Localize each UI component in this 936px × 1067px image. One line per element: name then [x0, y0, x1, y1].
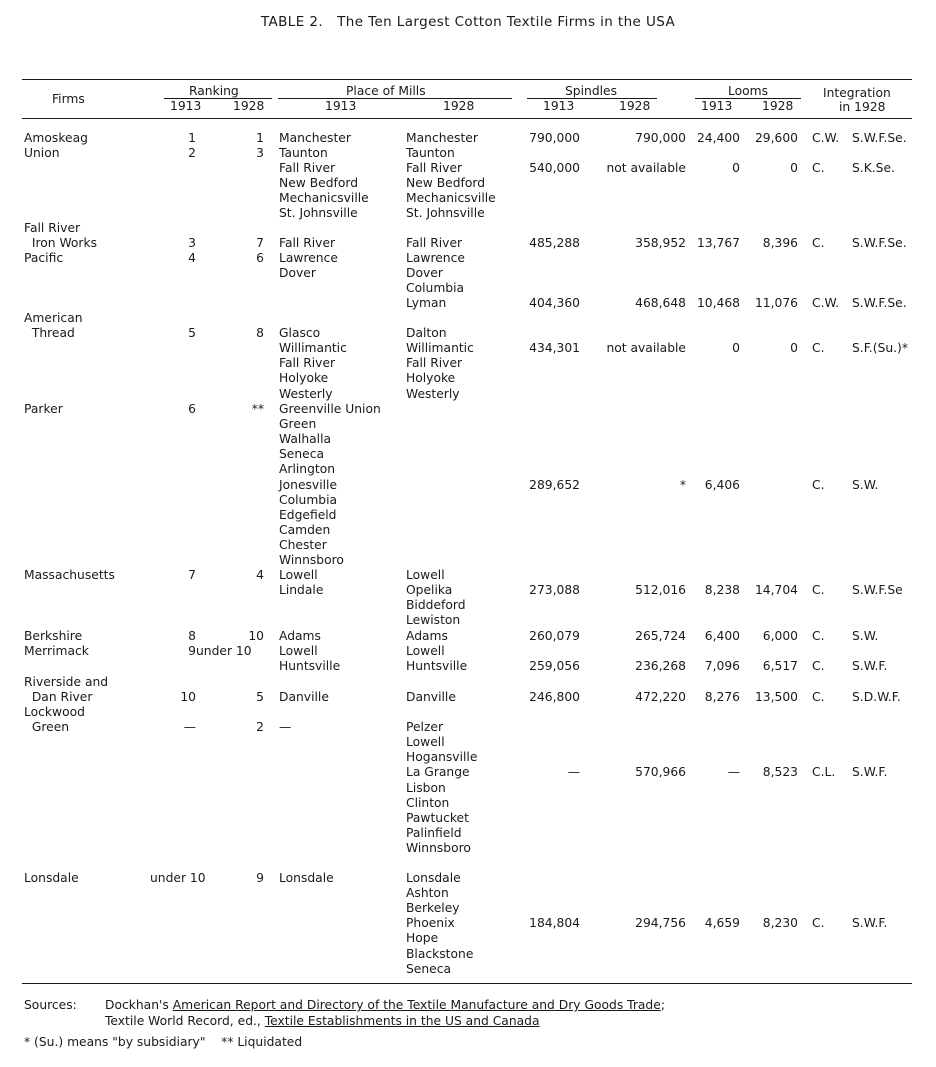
looms-1928: 11,076 — [754, 296, 798, 311]
integration-type: C. — [812, 341, 825, 356]
header-rule — [22, 118, 912, 119]
mill-1928: Mechanicsville — [406, 191, 496, 206]
mill-1928: Holyoke — [406, 371, 456, 386]
rank-1913: 8 — [188, 629, 196, 643]
rank-1928: 7 — [256, 236, 264, 251]
looms-1928: 29,600 — [754, 131, 798, 145]
mill-1913: Adams — [279, 629, 321, 643]
source-line-2 — [105, 1013, 540, 1029]
firm-name: Riverside and — [24, 675, 109, 689]
integration-process: S.W.F.Se. — [852, 131, 907, 145]
looms-1928: 0 — [790, 341, 798, 356]
mill-1913: Camden — [279, 522, 331, 537]
mill-1928: Berkeley — [406, 901, 460, 916]
spindles-1928: not available — [606, 161, 686, 176]
spindles-1913: 259,056 — [529, 659, 580, 674]
ranking-1913: 1913 — [170, 99, 202, 113]
spindles-1928: 236,268 — [635, 659, 686, 674]
looms-1913: 6,400 — [704, 629, 740, 643]
mill-1928: Fall River — [406, 236, 463, 251]
rank-1913: under 10 — [150, 871, 206, 885]
source-line-1 — [105, 997, 665, 1013]
firm-name: Massachusetts — [24, 568, 115, 582]
mill-1913: New Bedford — [279, 176, 359, 191]
looms-1928: 6,517 — [762, 659, 798, 674]
mill-1913: Manchester — [279, 131, 351, 145]
spindles-1928: * — [679, 477, 686, 492]
mill-1928: Pawtucket — [406, 810, 469, 825]
mill-1928: Huntsville — [406, 659, 468, 674]
integration-process: S.W.F. — [852, 916, 888, 931]
integration-type: C. — [812, 161, 825, 176]
integration-process: S.F.(Su.)* — [852, 341, 908, 356]
firm-name: Thread — [24, 326, 75, 341]
rank-1913: 9 — [188, 644, 196, 658]
spindles-1913: 540,000 — [529, 161, 580, 176]
mill-1913: Danville — [279, 690, 329, 705]
looms-1913: 1913 — [701, 99, 733, 113]
looms-1913: 0 — [732, 341, 740, 356]
firm-name: Green — [24, 720, 70, 735]
mill-1928: Columbia — [406, 281, 465, 296]
mill-1913: Fall River — [279, 161, 336, 176]
rank-1928: 3 — [256, 146, 264, 160]
mill-1913: Lowell — [279, 568, 318, 582]
mill-1928: Lowell — [406, 735, 445, 750]
mill-1913: Seneca — [279, 447, 325, 462]
looms-1913: — — [727, 765, 740, 780]
looms-1928: 8,230 — [762, 916, 798, 931]
mill-1928: Seneca — [406, 961, 452, 976]
rank-1928: 1 — [256, 131, 264, 145]
top-rule — [22, 79, 912, 80]
looms-1913: 6,406 — [704, 477, 740, 492]
looms-1913: 8,276 — [704, 690, 740, 705]
spindles-1913: 184,804 — [529, 916, 580, 931]
looms-1928: 14,704 — [754, 583, 798, 598]
integration-type: C. — [812, 916, 825, 931]
mill-1913: — — [279, 720, 292, 735]
mill-1928: Willimantic — [406, 341, 474, 356]
rank-1913: 6 — [188, 402, 196, 416]
mill-1928: Taunton — [406, 146, 455, 160]
mill-1928: Lyman — [406, 296, 447, 311]
mill-1913: Winnsboro — [279, 553, 344, 567]
mill-1928: Fall River — [406, 161, 463, 176]
source2-title: Textile Establishments in the US and Canada — [264, 1014, 540, 1028]
mill-1913: Lindale — [279, 583, 324, 598]
rank-1928: 6 — [256, 251, 264, 265]
mill-1928: La Grange — [406, 765, 470, 780]
mill-1913: Lonsdale — [279, 871, 334, 885]
rank-1928: 9 — [256, 871, 264, 885]
mill-1913: Fall River — [279, 356, 336, 371]
footnote: * (Su.) means "by subsidiary" ** Liquidated — [24, 1035, 303, 1049]
looms-1928: 13,500 — [754, 690, 798, 705]
mill-1913: Holyoke — [279, 371, 329, 386]
spindles-1913: 289,652 — [529, 477, 580, 492]
spindles-1928: not available — [606, 341, 686, 356]
mill-1913: Columbia — [279, 492, 338, 507]
spindles-1928: 1928 — [619, 99, 651, 113]
source1-suffix: ; — [660, 998, 665, 1012]
integration-process: S.W.F.Se. — [852, 296, 907, 311]
mill-1928: Westerly — [406, 386, 460, 401]
mill-1928: Phoenix — [406, 916, 455, 931]
mill-1913: Chester — [279, 537, 327, 552]
mill-1928: Lisbon — [406, 780, 446, 795]
header-ranking: Ranking — [189, 84, 239, 98]
rank-1913: 2 — [188, 146, 196, 160]
integration-process: S.D.W.F. — [852, 690, 901, 705]
spindles-1913: 790,000 — [529, 131, 580, 145]
rank-1928: 2 — [256, 720, 264, 735]
mill-1913: Westerly — [279, 386, 333, 401]
mill-1928: Lowell — [406, 568, 445, 582]
mill-1913: Taunton — [279, 146, 328, 160]
mill-1913: Greenville Union — [279, 402, 381, 416]
mill-1913: Fall River — [279, 236, 336, 251]
rank-1913: 7 — [188, 568, 196, 582]
header-integration-year: in 1928 — [839, 100, 886, 114]
header-spindles: Spindles — [565, 84, 618, 98]
rank-1913: — — [183, 720, 196, 735]
rank-1913: 5 — [188, 326, 196, 341]
spindles-1928: 468,648 — [635, 296, 686, 311]
mill-1928: Biddeford — [406, 598, 466, 613]
integration-type: C.L. — [812, 765, 836, 780]
looms-1913: 7,096 — [704, 659, 740, 674]
mill-1928: Lewiston — [406, 613, 461, 628]
firm-name: Fall River — [24, 221, 81, 235]
mill-1928: Lawrence — [406, 251, 465, 265]
spindles-1913: 434,301 — [529, 341, 580, 356]
source1-title: American Report and Directory of the Textile Manufacture and Dry Goods Trade — [172, 998, 661, 1012]
mill-1928: Fall River — [406, 356, 463, 371]
looms-1913: 4,659 — [704, 916, 740, 931]
spindles-1913: 260,079 — [529, 629, 580, 643]
looms-1913: 13,767 — [696, 236, 740, 251]
rank-1913: 1 — [188, 131, 196, 145]
header-firms: Firms — [52, 92, 85, 106]
looms-1928: 8,523 — [762, 765, 798, 780]
mill-1913: Walhalla — [279, 432, 332, 447]
mill-1928: Adams — [406, 629, 448, 643]
integration-type: C.W. — [812, 296, 840, 311]
integration-type: C. — [812, 477, 825, 492]
integration-type: C. — [812, 690, 825, 705]
looms-1928: 0 — [790, 161, 798, 176]
mill-1928: Hope — [406, 931, 439, 946]
source2-prefix: Textile World Record, ed., — [105, 1014, 265, 1028]
looms-1913: 24,400 — [696, 131, 740, 145]
looms-1928: 6,000 — [762, 629, 798, 643]
looms-1913: 0 — [732, 161, 740, 176]
integration-process: S.W.F. — [852, 659, 888, 674]
spindles-1928: 358,952 — [635, 236, 686, 251]
mill-1928: Manchester — [406, 131, 478, 145]
spindles-1913: 246,800 — [529, 690, 580, 705]
mill-1928: Lowell — [406, 644, 445, 658]
mill-1928: Dalton — [406, 326, 447, 341]
ranking-1928: 1928 — [233, 99, 265, 113]
mill-1928: New Bedford — [406, 176, 486, 191]
integration-process: S.W.F.Se — [852, 583, 903, 598]
rank-1913: 4 — [188, 251, 196, 265]
firm-name: Lockwood — [24, 705, 85, 719]
mill-1913: St. Johnsville — [279, 206, 358, 221]
firm-name: Lonsdale — [24, 871, 79, 885]
header-integration: Integration — [823, 86, 891, 100]
integration-process: S.W. — [852, 629, 879, 643]
integration-type: C. — [812, 583, 825, 598]
spindles-1913: 1913 — [543, 99, 575, 113]
looms-1928: 8,396 — [762, 236, 798, 251]
rank-1928: 8 — [256, 326, 264, 341]
spindles-1928: 512,016 — [635, 583, 686, 598]
spindles-1928: 570,966 — [635, 765, 686, 780]
sources-label: Sources: — [24, 998, 77, 1012]
source1-prefix: Dockhan's — [105, 998, 173, 1012]
mill-1928: St. Johnsville — [406, 206, 485, 221]
mill-1913: Arlington — [279, 462, 336, 477]
integration-process: S.W. — [852, 477, 879, 492]
rank-1928: 4 — [256, 568, 264, 582]
integration-type: C. — [812, 629, 825, 643]
header-place: Place of Mills — [346, 84, 426, 98]
spindles-1913: 273,088 — [529, 583, 580, 598]
mill-1913: Edgefield — [279, 507, 337, 522]
spindles-1928: 294,756 — [635, 916, 686, 931]
integration-type: C. — [812, 659, 825, 674]
mill-1928: Ashton — [406, 886, 449, 901]
looms-1913: 10,468 — [696, 296, 740, 311]
integration-process: S.K.Se. — [852, 161, 895, 176]
firm-name: Merrimack — [24, 644, 89, 658]
rank-1913: 10 — [180, 690, 196, 705]
spindles-1928: 265,724 — [635, 629, 686, 643]
mill-1928: Dover — [406, 266, 443, 281]
mill-1913: Dover — [279, 266, 316, 281]
mill-1913: Lawrence — [279, 251, 338, 265]
header-looms: Looms — [728, 84, 769, 98]
place-underline — [278, 98, 512, 99]
firm-name: American — [24, 311, 83, 325]
mill-1928: Opelika — [406, 583, 453, 598]
rank-1928: 5 — [256, 690, 264, 705]
mill-1928: Winnsboro — [406, 840, 471, 855]
rank-1913: 3 — [188, 236, 196, 251]
firm-name: Iron Works — [24, 236, 98, 251]
mill-1928: Palinfield — [406, 825, 462, 840]
mill-1913: Willimantic — [279, 341, 347, 356]
mill-1928: Danville — [406, 690, 456, 705]
rank-1928: ** — [251, 402, 264, 416]
mill-1928: Pelzer — [406, 720, 444, 735]
firm-name: Union — [24, 146, 60, 160]
mill-1928: Hogansville — [406, 750, 478, 765]
integration-type: C.W. — [812, 131, 840, 145]
mill-1913: Jonesville — [279, 477, 338, 492]
mill-1913: Mechanicsville — [279, 191, 369, 206]
spindles-1913: 404,360 — [529, 296, 580, 311]
firm-name: Pacific — [24, 251, 64, 265]
mill-1928: Clinton — [406, 795, 450, 810]
firm-name: Amoskeag — [24, 131, 88, 145]
table-title: TABLE 2. The Ten Largest Cotton Textile Firms in the USA — [260, 14, 676, 30]
rank-1928: under 10 — [196, 644, 252, 658]
spindles-1928: 472,220 — [635, 690, 686, 705]
mill-1913: Glasco — [279, 326, 321, 341]
rank-1928: 10 — [248, 629, 264, 643]
place-1913: 1913 — [325, 99, 357, 113]
firm-name: Berkshire — [24, 629, 83, 643]
firm-name: Dan River — [24, 690, 93, 705]
mill-1928: Lonsdale — [406, 871, 461, 885]
looms-1928: 1928 — [762, 99, 794, 113]
integration-process: S.W.F.Se. — [852, 236, 907, 251]
spindles-1913: — — [567, 765, 580, 780]
mill-1913: Green — [279, 417, 317, 432]
integration-process: S.W.F. — [852, 765, 888, 780]
mill-1913: Huntsville — [279, 659, 341, 674]
spindles-1913: 485,288 — [529, 236, 580, 251]
mill-1928: Blackstone — [406, 946, 474, 961]
place-1928: 1928 — [443, 99, 475, 113]
firm-name: Parker — [24, 402, 63, 416]
spindles-1928: 790,000 — [635, 131, 686, 145]
mill-1913: Lowell — [279, 644, 318, 658]
looms-1913: 8,238 — [704, 583, 740, 598]
bottom-rule — [22, 983, 912, 984]
integration-type: C. — [812, 236, 825, 251]
